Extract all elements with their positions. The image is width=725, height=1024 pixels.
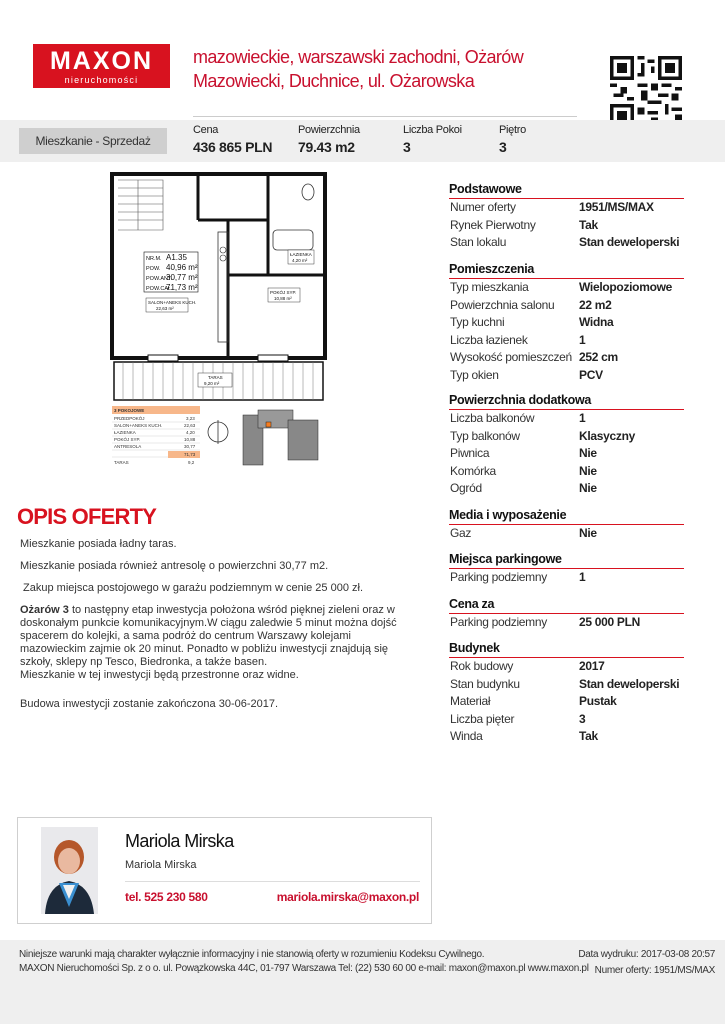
- detail-row: [449, 446, 684, 463]
- detail-value: Nie: [579, 463, 597, 478]
- detail-label: Typ balkonów: [450, 428, 520, 443]
- description-body: [20, 538, 410, 720]
- detail-label: Parking podziemny: [450, 570, 547, 584]
- detail-value: 1951/MS/MAX: [579, 200, 654, 214]
- detail-value: 3: [579, 711, 586, 726]
- detail-label: Typ okien: [450, 368, 499, 382]
- stat-label: Cena: [193, 124, 219, 136]
- legend-title: 3 POKOJOWE: [114, 408, 145, 413]
- legend-value: 71,73: [184, 452, 196, 457]
- detail-value: Stan deweloperski: [579, 235, 680, 250]
- stat-price: [193, 124, 272, 155]
- room-area-bedroom: 10,88 m²: [274, 296, 292, 301]
- detail-label: Parking podziemny: [450, 615, 547, 629]
- stat-value: 436 865 PLN: [193, 139, 273, 155]
- stat-label: Liczba Pokoi: [403, 124, 462, 136]
- plan-info-value: 71,73 m²: [166, 283, 198, 292]
- section-title: Powierzchnia dodatkowa: [449, 393, 684, 410]
- agent-email-link[interactable]: mariola.mirska@maxon.pl: [276, 890, 419, 904]
- detail-value: Tak: [579, 729, 598, 744]
- stat-floor: [499, 124, 526, 155]
- detail-value: PCV: [579, 368, 603, 382]
- description-text: to następny etap inwestycja położona wśród pięknej zieleni oraz w doskonałym punkcie komunikacyjnym.W ciągu zaledwie 5 minut można dojść spacerem do kolejki, a sama podróż do centrum Warszawy kolejami mazowieckim zajmie ok 20 minut. Ponadto w pobliżu inwestycji znajdują się szkoły, sklepy np Tesco, Biedronka, a także basen.: [20, 604, 397, 668]
- plan-info-key: POW.: [146, 266, 161, 272]
- legend-value: 10,88: [184, 437, 196, 442]
- logo-brand: MAXON: [49, 47, 154, 75]
- detail-label: Rynek Pierwotny: [450, 217, 536, 232]
- detail-row: [449, 464, 684, 481]
- detail-row: [449, 570, 684, 587]
- stat-area: [298, 124, 360, 155]
- detail-row: [449, 298, 684, 315]
- detail-label: Liczba pięter: [450, 711, 515, 726]
- agent-phone-link[interactable]: tel. 525 230 580: [125, 890, 208, 904]
- detail-label: Rok budowy: [450, 659, 514, 673]
- detail-label: Komórka: [450, 463, 496, 478]
- legend-value: 22,63: [184, 423, 196, 428]
- terrace-label: TARAS: [208, 375, 223, 380]
- legend-value: 9,2: [188, 460, 195, 465]
- agent-name-secondary: Mariola Mirska: [125, 859, 197, 871]
- detail-row: [449, 235, 684, 252]
- section-title: Budynek: [449, 641, 684, 658]
- legend-value: 4,20: [186, 430, 195, 435]
- stat-label: Piętro: [499, 124, 526, 136]
- room-label-bedroom: POKÓJ SYP.: [270, 290, 297, 295]
- section-title: Media i wyposażenie: [449, 508, 684, 525]
- detail-value: 1: [579, 332, 586, 347]
- logo-subtitle: nieruchomości: [64, 75, 139, 85]
- description-paragraph: [20, 604, 410, 669]
- room-label-bath: ŁAZIENKA: [290, 252, 312, 257]
- detail-row: [449, 429, 684, 446]
- section-title: Miejsca parkingowe: [449, 552, 684, 569]
- agent-name: Mariola Mirska: [125, 831, 234, 851]
- detail-label: Typ mieszkania: [450, 280, 529, 294]
- detail-label: Typ kuchni: [450, 315, 505, 330]
- legend-key: ŁAZIENKA: [114, 430, 136, 435]
- detail-row: [449, 350, 684, 367]
- footer-disclaimer: Niniejsze warunki mają charakter wyłącznie informacyjny i nie stanowią oferty w rozumieniu Kodeksu Cywilnego.: [19, 949, 485, 960]
- detail-row: [449, 712, 684, 729]
- detail-label: Powierzchnia salonu: [450, 297, 555, 312]
- detail-value: Klasyczny: [579, 428, 635, 443]
- room-label-living: SALON+ANEKS KUCH.: [148, 300, 197, 305]
- legend-value: 3,23: [186, 416, 195, 421]
- description-paragraph: Mieszkanie posiada ładny taras.: [20, 538, 177, 550]
- stat-value: 79.43 m2: [298, 139, 355, 155]
- detail-label: Wysokość pomieszczeń: [450, 350, 572, 365]
- description-paragraph: Mieszkanie posiada również antresolę o powierzchni 30,77 m2.: [20, 560, 329, 572]
- detail-value: 22 m2: [579, 297, 612, 312]
- description-highlight: Ożarów 3: [20, 604, 69, 616]
- plan-info-key: NR.M.: [146, 256, 162, 262]
- stat-value: 3: [403, 139, 411, 155]
- detail-label: Stan budynku: [450, 676, 520, 691]
- agent-photo: [41, 827, 98, 914]
- detail-label: Liczba balkonów: [450, 411, 535, 425]
- description-paragraph: Mieszkanie w tej inwestycji będą przestronne oraz widne.: [20, 669, 299, 681]
- detail-value: 25 000 PLN: [579, 615, 641, 629]
- plan-info-key: POW.ANT.: [146, 276, 173, 282]
- plan-info-value: 30,77 m²: [166, 273, 198, 282]
- plan-info-value: 40,96 m²: [166, 263, 198, 272]
- footer-company: MAXON Nieruchomości Sp. z o o. ul. Powązkowska 44C, 01-797 Warszawa Tel: (22) 530 60 00 e-mail: maxon@maxon.pl www.maxon.pl: [19, 963, 589, 974]
- maxon-logo: [33, 44, 170, 88]
- legend-value: 30,77: [184, 444, 196, 449]
- detail-label: Stan lokalu: [450, 235, 507, 250]
- detail-row: [449, 659, 684, 676]
- detail-value: Widna: [579, 315, 614, 330]
- detail-value: Nie: [579, 481, 597, 496]
- header-divider: [193, 116, 577, 117]
- room-area-living: 22,63 m²: [156, 306, 174, 311]
- detail-label: Numer oferty: [450, 200, 516, 214]
- detail-value: 1: [579, 411, 586, 425]
- detail-row: [449, 694, 684, 711]
- detail-value: 1: [579, 570, 586, 584]
- detail-label: Gaz: [450, 526, 472, 540]
- agent-card: [17, 817, 432, 924]
- room-area-bath: 4,20 m²: [292, 258, 308, 263]
- description-title: OPIS OFERTY: [17, 504, 157, 529]
- section-title: Cena za: [449, 597, 684, 614]
- qr-code-icon: [610, 56, 682, 128]
- detail-value: Pustak: [579, 694, 617, 709]
- detail-row: [449, 333, 684, 350]
- plan-info-key: POW.CAŁ.: [146, 286, 173, 292]
- detail-value: Wielopoziomowe: [579, 280, 673, 294]
- detail-label: Liczba łazienek: [450, 332, 528, 347]
- floor-plan: [108, 170, 333, 482]
- terrace-area: 9,20 m²: [204, 381, 220, 386]
- section-title: Podstawowe: [449, 182, 684, 199]
- stat-value: 3: [499, 139, 507, 155]
- agent-divider: [125, 881, 420, 882]
- detail-row: [449, 218, 684, 235]
- print-date: Data wydruku: 2017-03-08 20:57: [578, 949, 715, 960]
- detail-label: Winda: [450, 729, 483, 744]
- detail-row: [449, 315, 684, 332]
- legend-key: SALON+ANEKS KUCH.: [114, 423, 163, 428]
- stat-rooms: [403, 124, 462, 155]
- detail-row: [449, 481, 684, 498]
- offer-type-badge: Mieszkanie - Sprzedaż: [19, 128, 167, 154]
- detail-label: Materiał: [450, 694, 491, 709]
- detail-row: [449, 677, 684, 694]
- detail-row: [449, 615, 684, 632]
- description-paragraph: Budowa inwestycji zostanie zakończona 30-06-2017.: [20, 698, 279, 710]
- detail-value: 252 cm: [579, 350, 618, 365]
- detail-row: [449, 729, 684, 746]
- stat-label: Powierzchnia: [298, 124, 360, 136]
- detail-row: [449, 280, 684, 297]
- description-paragraph: Zakup miejsca postojowego w garażu podziemnym w cenie 25 000 zł.: [20, 582, 364, 594]
- legend-key: ANTRESOLA: [114, 444, 142, 449]
- detail-row: [449, 411, 684, 428]
- offer-number: Numer oferty: 1951/MS/MAX: [594, 965, 715, 976]
- plan-info-value: A1.35: [166, 253, 187, 262]
- detail-label: Piwnica: [450, 446, 490, 461]
- detail-value: Stan deweloperski: [579, 676, 680, 691]
- detail-row: [449, 526, 684, 543]
- detail-row: [449, 368, 684, 385]
- detail-value: Nie: [579, 446, 597, 461]
- legend-key: TARAS: [114, 460, 129, 465]
- offer-address: mazowieckie, warszawski zachodni, Ożarów Mazowiecki, Duchnice, ul. Ożarowska: [193, 47, 524, 91]
- detail-value: Tak: [579, 217, 598, 232]
- legend-key: POKÓJ SYP.: [114, 437, 141, 442]
- section-title: Pomieszczenia: [449, 262, 684, 279]
- detail-label: Ogród: [450, 481, 482, 496]
- legend-key: PRZEDPOKÓJ: [114, 416, 145, 421]
- detail-value: Nie: [579, 526, 597, 540]
- detail-value: 2017: [579, 659, 605, 673]
- detail-row: [449, 200, 684, 217]
